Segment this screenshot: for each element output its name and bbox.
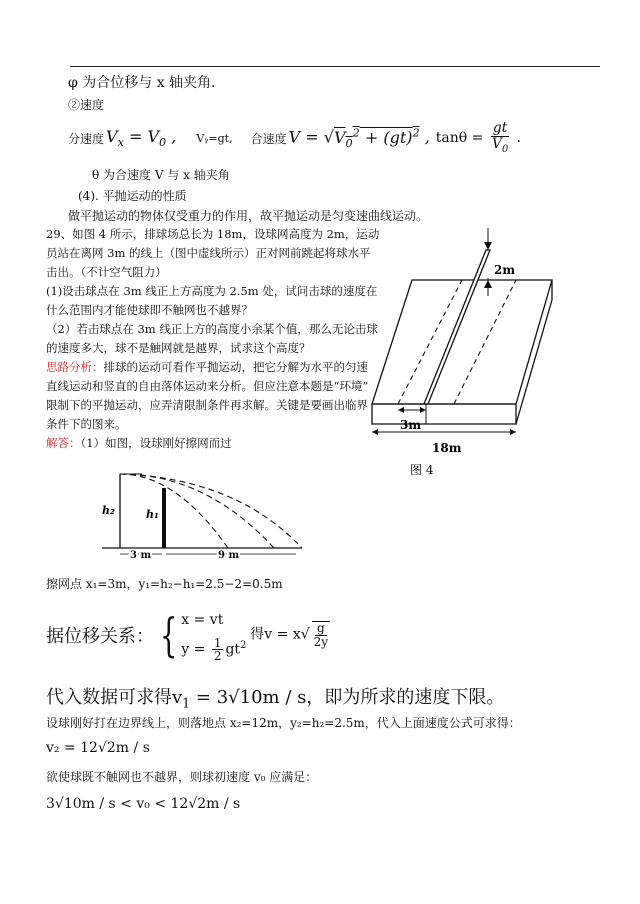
problem-line: 员站在离网 3m 的线上（图中虚线所示）正对网前跳起将球水平 [46,246,371,260]
derived-velocity: 得v = x√ $\frac{g}{2y}$ [250,621,329,649]
speed-heading: ②速度 [68,98,105,112]
h2-label: h₂ [102,504,115,517]
question-2-line: （2）若击球点在 3m 线正上方的高度小余某个值，那么无论击球 [46,322,378,336]
question-2-line: 的速度多大，球不是触网就是越界，试求这个高度？ [46,341,311,355]
attack-line-right [454,280,516,404]
v1-formula: $v_1 = 3√10m / s$ [172,687,307,711]
speed-formula-row [68,118,521,158]
relation-row [46,600,332,670]
edge-line: 设球刚好打在边界线上，则落地点 x₂=12m，y₂=h₂=2.5m，代入上面速度公式可求得： [46,716,521,730]
header-rule [70,66,600,67]
relation-label: 据位移关系： [46,626,154,647]
net-point-line: 擦网点 x₁=3m，y₁=h₂−h₁=2.5−2=0.5m [46,577,283,591]
answer-line: 解答：（1）如图，设球刚好擦网而过 [46,436,232,450]
tan-theta-formula: tanθ = $\frac{gt}{V_0}$ . [435,120,522,155]
total-speed-formula: $V = √V_0^2 + (gt)^2$ , [288,126,430,150]
label-9m: 9 m [218,550,240,560]
figure-4-court-diagram [366,226,562,482]
court-surface [372,280,552,404]
answer-label: 解答： [46,436,81,450]
court-front-face [372,404,516,424]
v2-equation: v₂ = 12√2m / s [46,740,150,756]
section-4-heading: (4). 平抛运动的性质 [78,189,187,203]
brace: { [159,608,178,662]
figure-4-caption: 图 4 [410,463,434,477]
trajectory-lower [120,474,228,548]
h1-label: h₁ [146,508,159,521]
equation-x: x = vt [181,612,224,629]
range-equation: 3√10m / s < v₀ < 12√2m / s [46,796,241,812]
analysis-label: 思路分析： [46,360,104,374]
split-speed-label: 分速度 [68,131,105,146]
vy-formula: Vᵧ=gt, [196,131,233,145]
trajectory-diagram [96,464,306,560]
analysis-line: 限制下的平抛运动，应弄清限制条件再求解。关键是要画出临界 [46,398,368,412]
problem-text [46,225,379,453]
label-3m: 3 m [130,550,152,560]
analysis-line: 条件下的图来。 [46,417,127,431]
equation-system [181,607,246,663]
court-side-edge [516,300,552,424]
total-speed-label: 合速度 [250,131,287,146]
range-line: 欲使球既不触网也不越界，则球初速度 v₀ 应满足： [46,770,318,784]
analysis-line: 思路分析：排球的运动可看作平抛运动，把它分解为水平的匀速 [46,360,368,374]
equation-y: y = $\frac{1}{2}$ $gt^2$ [181,635,247,664]
question-1-line: (1)设击球点在 3m 线正上方高度为 2.5m 处，试问击球的速度在 [46,284,378,298]
problem-line: 29、如图 4 所示，排球场总长为 18m，设球网高度为 2m，运动 [46,227,380,241]
result-1-line: 代入数据可求得$v_1 = 3√10m / s$，即为所求的速度下限。 [46,687,505,711]
vx-formula: $V_x = V_0$ , [106,126,177,150]
problem-line: 击出。（不计空气阻力） [46,265,167,279]
nature-line: 做平抛运动的物体仅受重力的作用，故平抛运动是匀变速曲线运动。 [68,209,429,223]
phi-line: φ 为合位移与 x 轴夹角. [68,75,216,91]
analysis-line: 直线运动和竖直的自由落体运动来分析。但应注意本题是“环境” [46,379,369,393]
net-post [162,488,166,548]
theta-line: θ 为合速度 V 与 x 轴夹角 [92,168,230,182]
court-length-label: 18m [432,441,462,455]
dist-3m-label: 3m [400,418,422,432]
net [424,250,490,404]
question-1-line: 什么范围内才能使球即不触网也不越界？ [46,303,253,317]
net-height-label: 2m [494,263,516,277]
trajectory-upper [120,474,274,548]
